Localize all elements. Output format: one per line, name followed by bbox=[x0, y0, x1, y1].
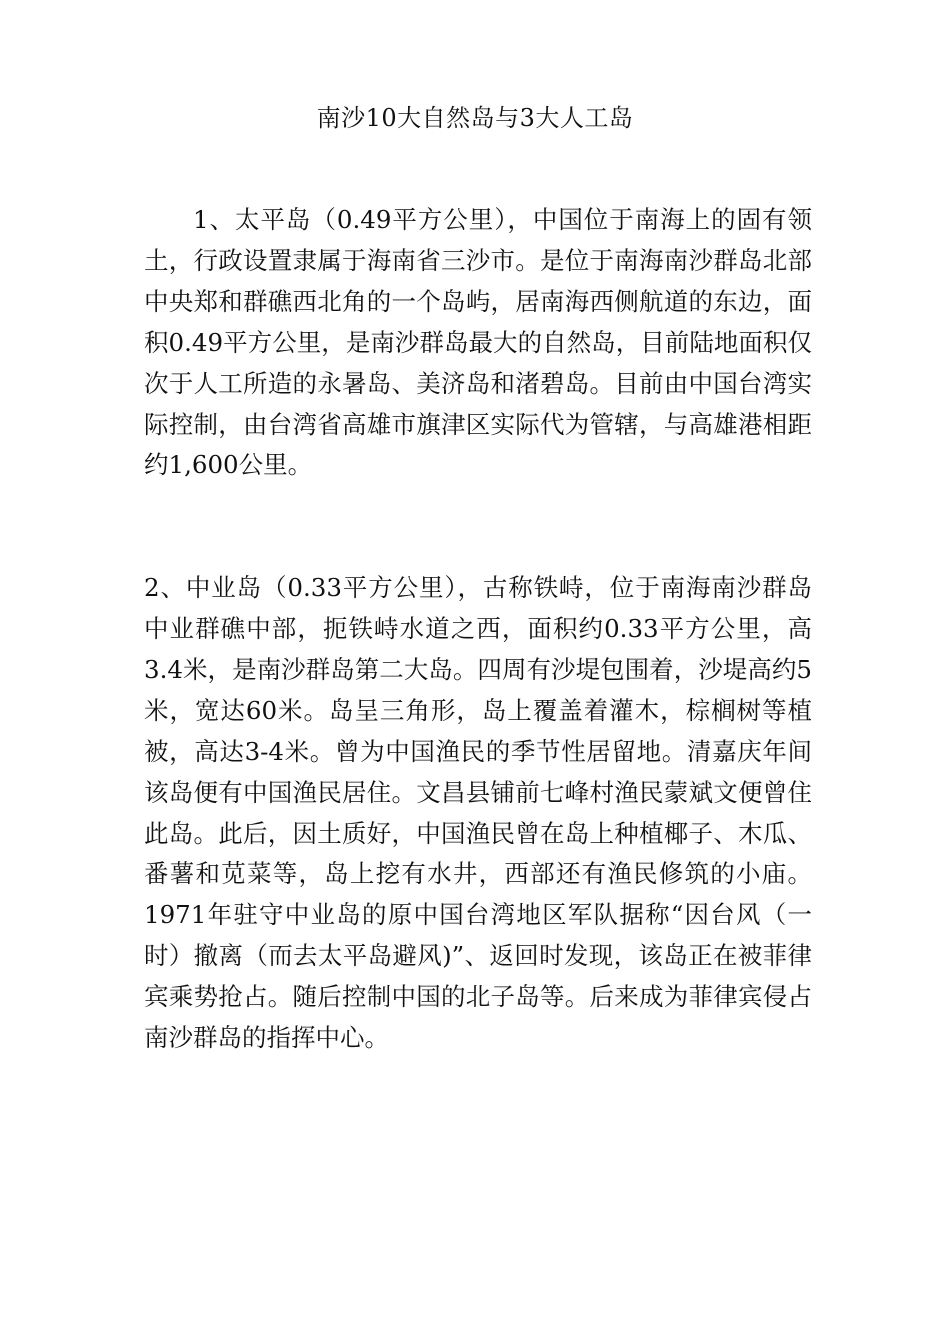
document-title: 南沙10大自然岛与3大人工岛 bbox=[316, 104, 634, 132]
paragraph-taiping-island: 1、太平岛（0.49平方公里），中国位于南海上的固有领土，行政设置隶属于海南省三沙市。是位于南海南沙群岛北部中央郑和群礁西北角的一个岛屿，居南海西侧航道的东边，面积0.49平方公里，是南沙群岛最大的自然岛，目前陆地面积仅次于人工所造的永暑岛、美济岛和渚碧岛。目前由中国台湾实际控制，由台湾省高雄市旗津区实际代为管辖，与高雄港相距约1,600公里。 bbox=[144, 205, 812, 480]
paragraph-spacer bbox=[144, 486, 812, 568]
document-body bbox=[144, 200, 812, 1059]
paragraph-zhongye-island: 2、中业岛（0.33平方公里），古称铁峙，位于南海南沙群岛中业群礁中部，扼铁峙水道之西，面积约0.33平方公里，高3.4米，是南沙群岛第二大岛。四周有沙堤包围着，沙堤高约5米，宽达60米。岛呈三角形，岛上覆盖着灌木，棕榈树等植被，高达3-4米。曾为中国渔民的季节性居留地。清嘉庆年间该岛便有中国渔民居住。文昌县铺前七峰村渔民蒙斌文便曾住此岛。此后，因土质好，中国渔民曾在岛上种植椰子、木瓜、番薯和苋菜等，岛上挖有水井，西部还有渔民修筑的小庙。1971年驻守中业岛的原中国台湾地区军队据称“因台风（一时）撤离（而去太平岛避风)”、返回时发现，该岛正在被菲律宾乘势抢占。随后控制中国的北子岛等。后来成为菲律宾侵占南沙群岛的指挥中心。 bbox=[144, 573, 812, 1053]
